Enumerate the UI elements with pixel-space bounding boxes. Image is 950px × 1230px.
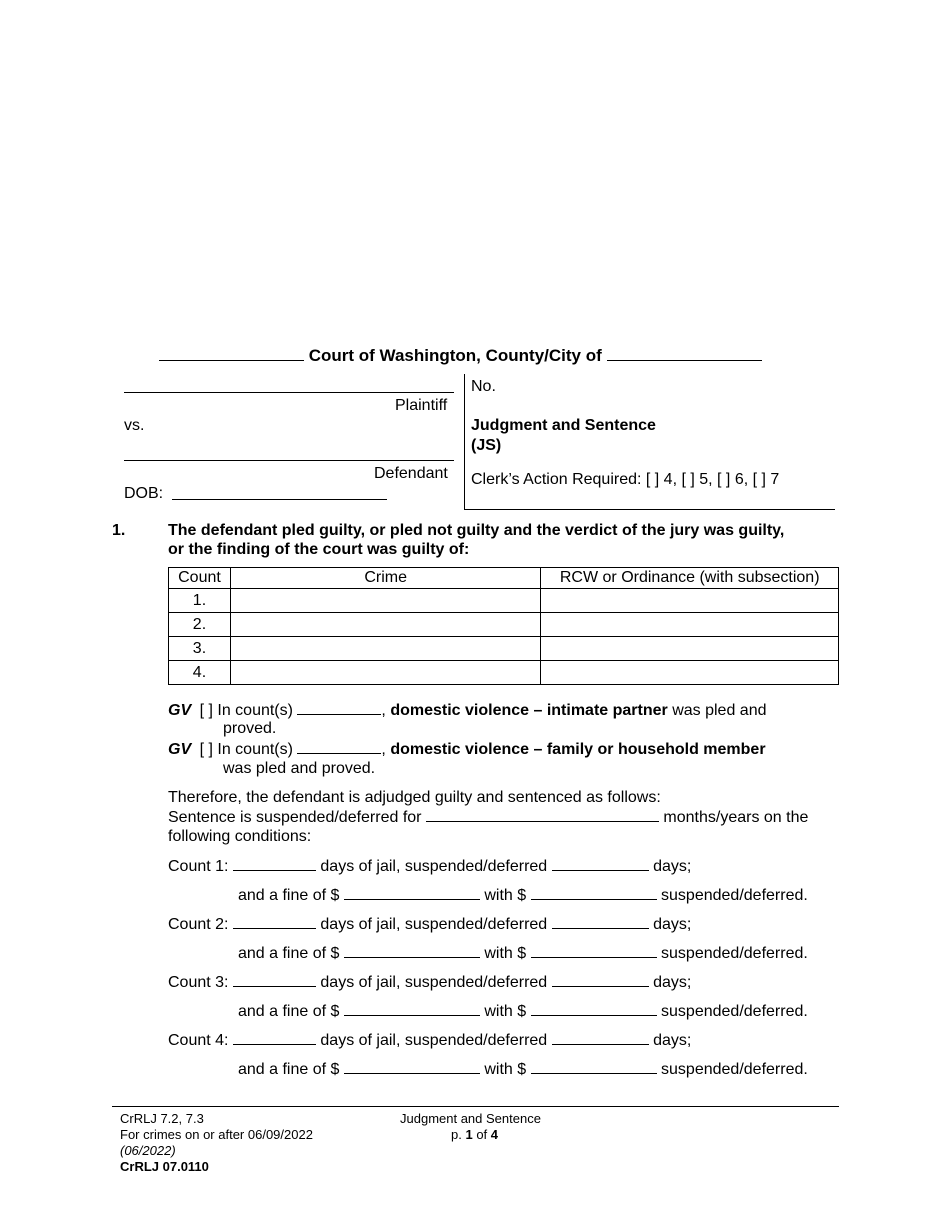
section-number: 1. (112, 522, 126, 539)
count-label: Count 4: (168, 1032, 229, 1049)
court-title-line (159, 346, 762, 366)
table-header-row (169, 568, 839, 589)
footer-page-number (451, 1127, 498, 1143)
gv-count-prefix: In count(s) (217, 702, 293, 719)
gv-family-line2: was pled and proved. (223, 760, 376, 777)
fine-text: and a fine of $ (238, 945, 340, 962)
footer-rule-citation: CrRLJ 7.2, 7.3 (120, 1111, 204, 1126)
suspended-line2: following conditions: (168, 828, 312, 845)
count-3-jail-line (168, 972, 691, 993)
count-4-fine-line (238, 1059, 808, 1080)
jail-days-blank[interactable] (233, 856, 316, 871)
jail-text: days of jail, suspended/deferred (320, 974, 548, 991)
count-label: Count 3: (168, 974, 229, 991)
fine-text: and a fine of $ (238, 1061, 340, 1078)
gv-intimate-counts-blank[interactable] (297, 700, 381, 715)
gv-family-member-line: GV [ ] In count(s) , domestic violence – family or household member (168, 741, 766, 758)
defendant-label: Defendant (374, 465, 448, 482)
jail-days-blank[interactable] (233, 914, 316, 929)
crime-cell[interactable] (230, 661, 540, 685)
suspended-text: suspended/deferred. (661, 887, 808, 904)
suspended-days-blank[interactable] (552, 856, 649, 871)
footer-revision: (06/2022) (120, 1143, 176, 1158)
days-text: days; (653, 974, 692, 991)
column-header-rcw: RCW or Ordinance (with subsection) (541, 568, 839, 589)
count-label: Count 2: (168, 916, 229, 933)
plaintiff-name-line[interactable] (124, 392, 454, 393)
defendant-name-line[interactable] (124, 460, 454, 461)
count-2-jail-line (168, 914, 691, 935)
fine-amount-blank[interactable] (344, 943, 480, 958)
count-cell: 3. (169, 637, 231, 661)
table-row (169, 637, 839, 661)
count-2-fine-line (238, 943, 808, 964)
dob-label: DOB: (124, 485, 164, 502)
gv-intimate-line2: proved. (223, 720, 277, 737)
gv-intimate-partner-line: GV [ ] In count(s) , domestic violence – intimate partner was pled and (168, 702, 767, 719)
gv-count-prefix: In count(s) (217, 741, 293, 758)
crime-cell[interactable] (230, 589, 540, 613)
page-total: 4 (490, 1127, 499, 1142)
rcw-cell[interactable] (541, 661, 839, 685)
vs-label: vs. (124, 417, 145, 434)
with-text: with $ (484, 945, 527, 962)
count-cell: 2. (169, 613, 231, 637)
rcw-cell[interactable] (541, 637, 839, 661)
days-text: days; (653, 1032, 692, 1049)
fine-amount-blank[interactable] (344, 885, 480, 900)
suspended-text: suspended/deferred. (661, 1003, 808, 1020)
gv-family-counts-blank[interactable] (297, 739, 381, 754)
count-1-fine-line (238, 885, 808, 906)
case-number-label: No. (471, 378, 496, 395)
document-title-line2: (JS) (471, 437, 502, 454)
county-prefix-blank[interactable] (159, 346, 304, 361)
page-current: 1 (465, 1127, 473, 1142)
days-text: days; (653, 858, 692, 875)
count-label: Count 1: (168, 858, 229, 875)
footer-document-name: Judgment and Sentence (400, 1111, 541, 1126)
court-title: Court of Washington, County/City of (308, 346, 602, 365)
column-header-count: Count (169, 568, 231, 589)
caption-divider (464, 374, 465, 509)
count-cell: 4. (169, 661, 231, 685)
footer-rule (112, 1106, 839, 1107)
fine-amount-blank[interactable] (344, 1059, 480, 1074)
gv-tag: GV (168, 702, 192, 719)
section-heading-line2: or the finding of the court was guilty of: (168, 541, 470, 558)
jail-days-blank[interactable] (233, 1030, 316, 1045)
count-4-jail-line (168, 1030, 691, 1051)
days-text: days; (653, 916, 692, 933)
footer-form-id: CrRLJ 07.0110 (120, 1159, 209, 1174)
crimes-table (168, 567, 839, 685)
plaintiff-label: Plaintiff (395, 397, 448, 414)
table-row (169, 661, 839, 685)
suspended-text: suspended/deferred. (661, 1061, 808, 1078)
gv-intimate-checkbox[interactable]: [ ] (199, 702, 213, 719)
fine-text: and a fine of $ (238, 887, 340, 904)
page-prefix: p. (451, 1127, 462, 1142)
jail-text: days of jail, suspended/deferred (320, 916, 548, 933)
footer-applies-date: For crimes on or after 06/09/2022 (120, 1127, 313, 1142)
jail-text: days of jail, suspended/deferred (320, 858, 548, 875)
gv-family-member-text: domestic violence – family or household member (390, 741, 766, 758)
with-text: with $ (484, 1061, 527, 1078)
fine-suspended-blank[interactable] (531, 885, 657, 900)
gv-intimate-suffix: was pled and (672, 702, 767, 719)
count-cell: 1. (169, 589, 231, 613)
suspended-suffix: months/years on the (663, 809, 809, 826)
with-text: with $ (484, 1003, 527, 1020)
fine-text: and a fine of $ (238, 1003, 340, 1020)
therefore-text: Therefore, the defendant is adjudged guilty and sentenced as follows: (168, 789, 661, 806)
table-row (169, 613, 839, 637)
fine-suspended-blank[interactable] (531, 943, 657, 958)
clerks-action-required: Clerk’s Action Required: [ ] 4, [ ] 5, [ ] 6, [ ] 7 (471, 471, 780, 488)
jail-text: days of jail, suspended/deferred (320, 1032, 548, 1049)
with-text: with $ (484, 887, 527, 904)
rcw-cell[interactable] (541, 613, 839, 637)
caption-bottom-rule (464, 509, 835, 510)
fine-suspended-blank[interactable] (531, 1059, 657, 1074)
table-row (169, 589, 839, 613)
section-heading-line1: The defendant pled guilty, or pled not guilty and the verdict of the jury was guilty, (168, 522, 785, 539)
page-of: of (476, 1127, 488, 1142)
rcw-cell[interactable] (541, 589, 839, 613)
jail-days-blank[interactable] (233, 972, 316, 987)
dob-line[interactable] (172, 499, 387, 500)
fine-amount-blank[interactable] (344, 1001, 480, 1016)
fine-suspended-blank[interactable] (531, 1001, 657, 1016)
count-1-jail-line (168, 856, 691, 877)
suspended-text: suspended/deferred. (661, 945, 808, 962)
document-title-line1: Judgment and Sentence (471, 417, 656, 434)
crime-cell[interactable] (230, 637, 540, 661)
count-3-fine-line (238, 1001, 808, 1022)
county-city-blank[interactable] (607, 346, 762, 361)
column-header-crime: Crime (230, 568, 540, 589)
suspended-line (168, 807, 808, 828)
suspended-days-blank[interactable] (552, 972, 649, 987)
suspended-days-blank[interactable] (552, 1030, 649, 1045)
suspended-days-blank[interactable] (552, 914, 649, 929)
gv-tag: GV (168, 741, 192, 758)
gv-family-checkbox[interactable]: [ ] (199, 741, 213, 758)
suspended-period-blank[interactable] (426, 807, 659, 822)
crime-cell[interactable] (230, 613, 540, 637)
gv-intimate-partner-text: domestic violence – intimate partner (390, 702, 668, 719)
suspended-prefix: Sentence is suspended/deferred for (168, 809, 422, 826)
